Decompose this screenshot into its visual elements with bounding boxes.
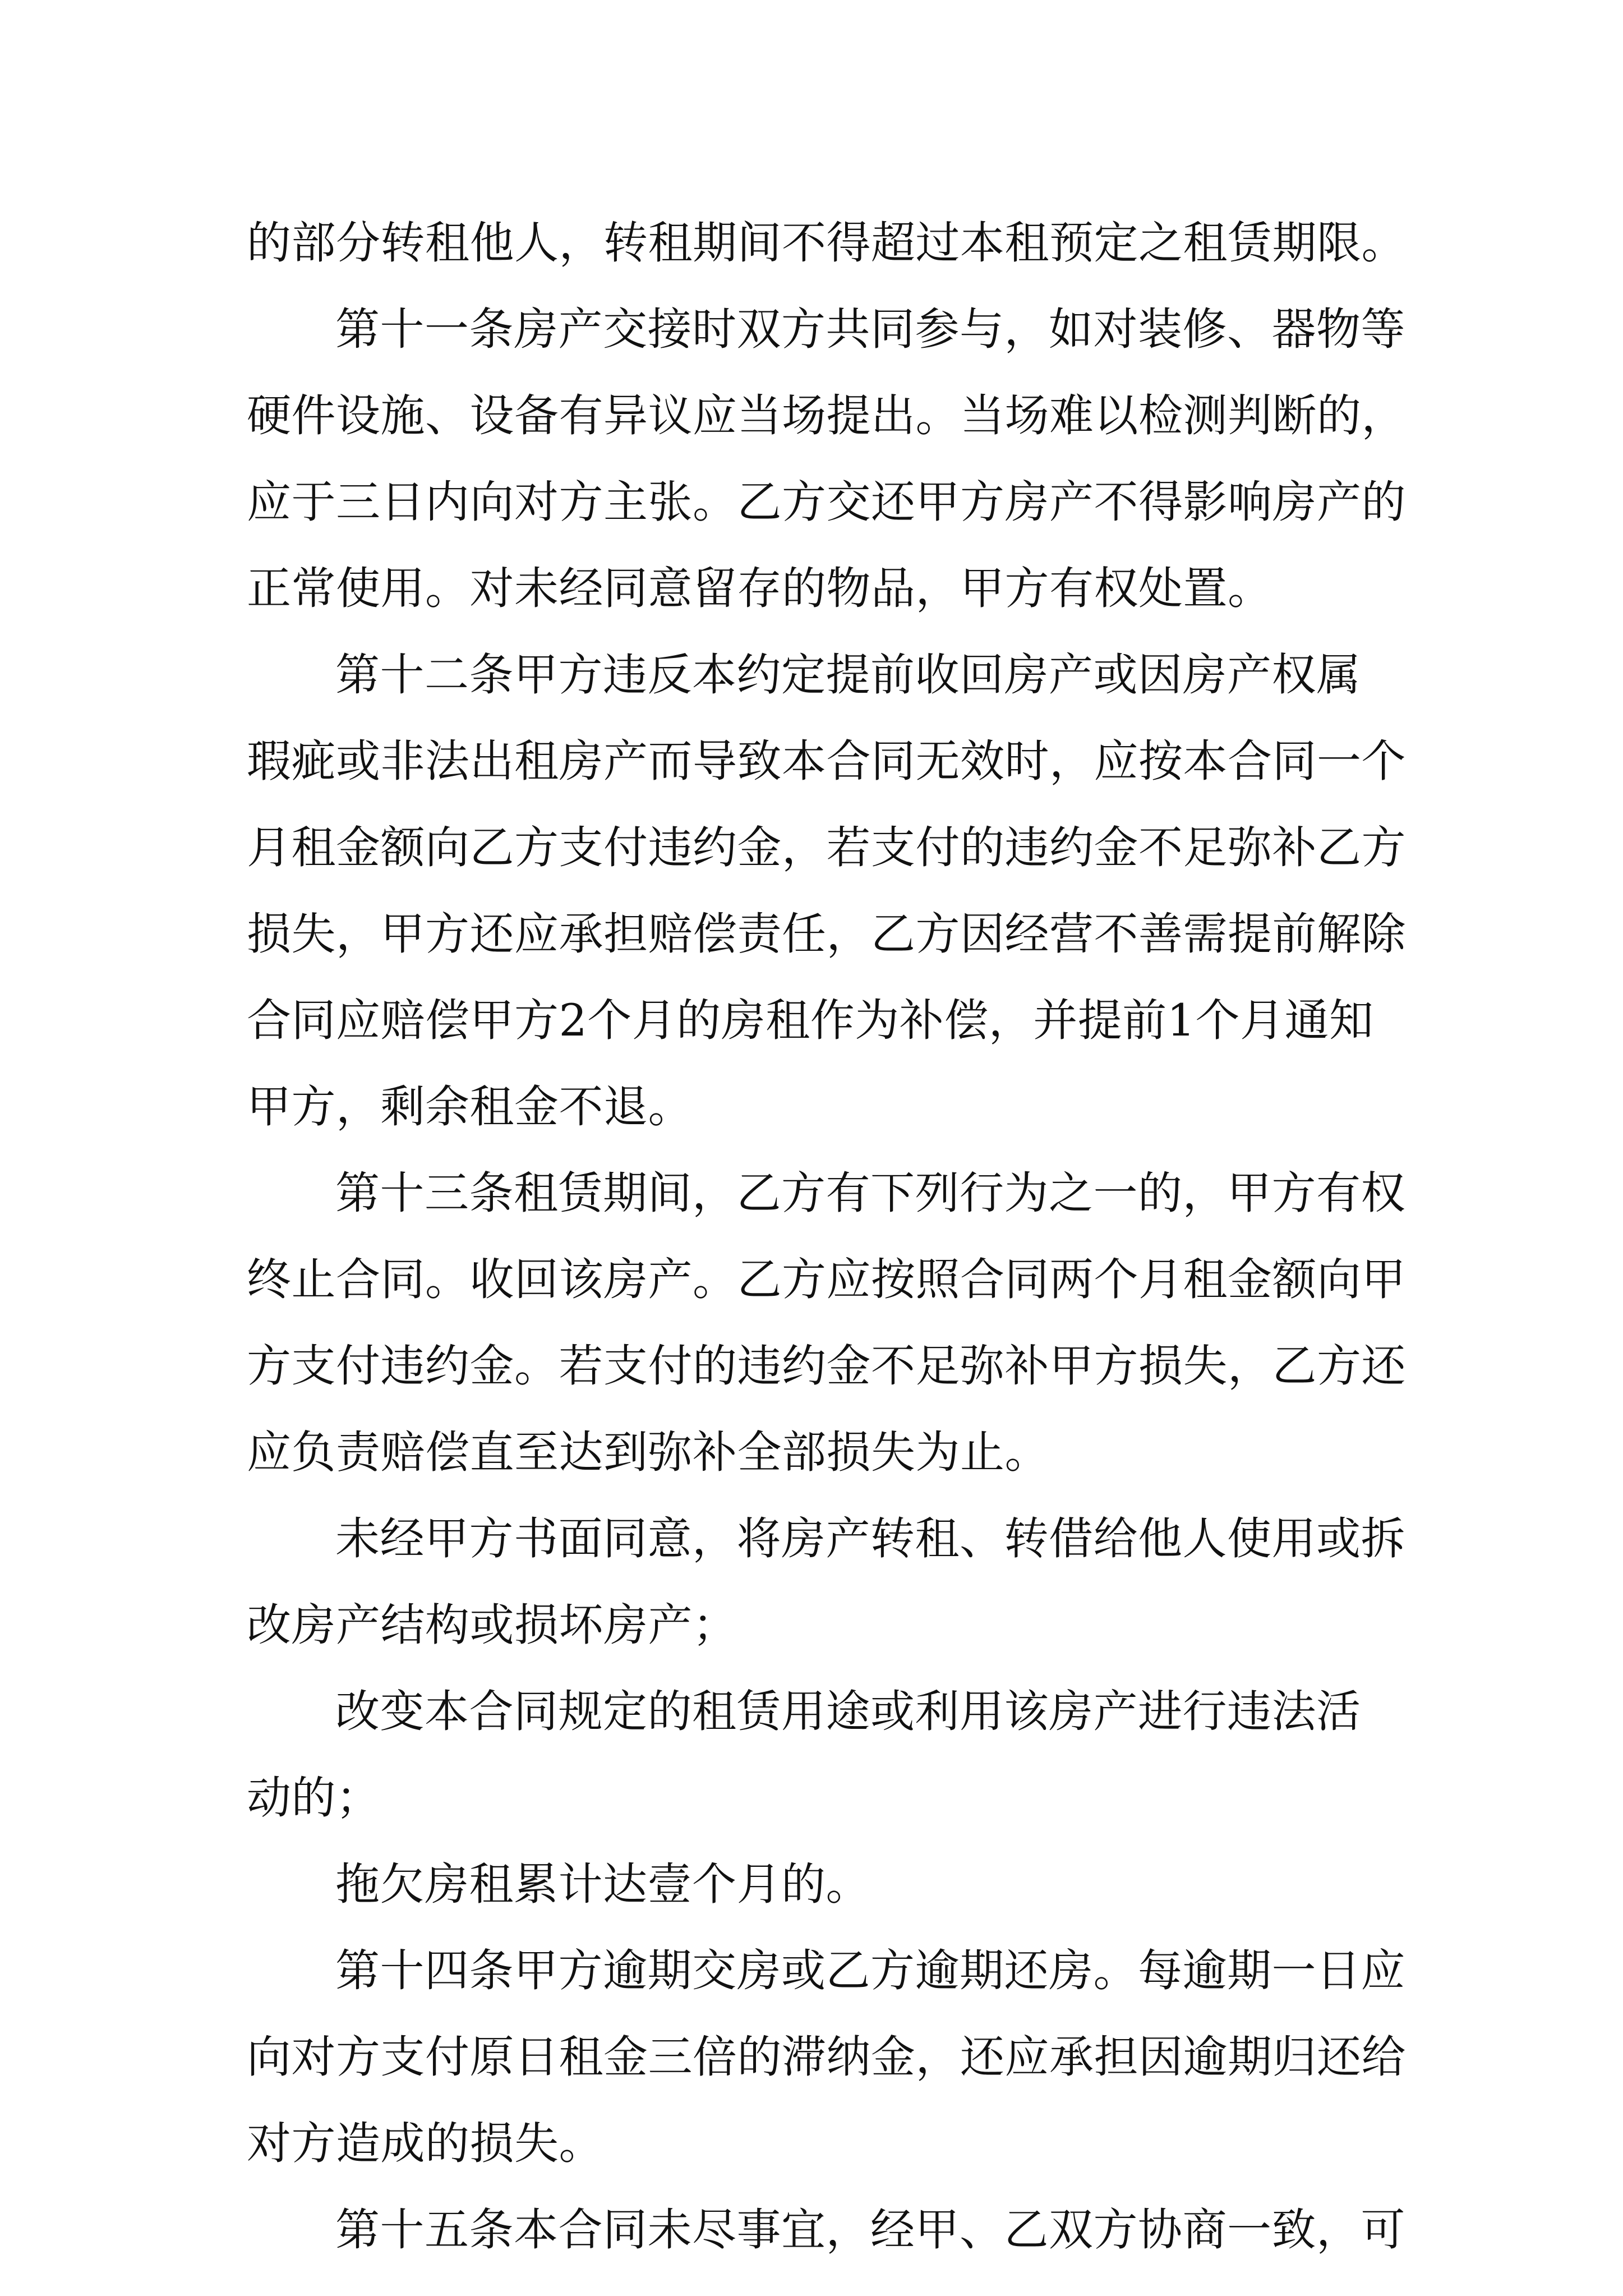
text-line: 方支付违约金。若支付的违约金不足弥补甲方损失，乙方还 bbox=[247, 1340, 1406, 1392]
text-line: 第十一条房产交接时双方共同参与，如对装修、器物等 bbox=[335, 303, 1405, 355]
text-line: 第十二条甲方违反本约定提前收回房产或因房产权属 bbox=[335, 649, 1361, 701]
text-line: 拖欠房租累计达壹个月的。 bbox=[335, 1858, 870, 1910]
text-line: 硬件设施、设备有异议应当场提出。当场难以检测判断的， bbox=[247, 390, 1406, 441]
text-line: 第十四条甲方逾期交房或乙方逾期还房。每逾期一日应 bbox=[335, 1945, 1405, 1996]
text-line: 甲方，剩余租金不退。 bbox=[247, 1081, 693, 1133]
text-line: 向对方支付原日租金三倍的滞纳金，还应承担因逾期归还给 bbox=[247, 2031, 1406, 2083]
text-line: 月租金额向乙方支付违约金，若支付的违约金不足弥补乙方 bbox=[247, 822, 1406, 873]
text-line: 合同应赔偿甲方2个月的房租作为补偿，并提前1个月通知 bbox=[247, 995, 1374, 1046]
text-line: 第十三条租赁期间，乙方有下列行为之一的，甲方有权 bbox=[335, 1167, 1405, 1219]
text-line: 正常使用。对未经同意留存的物品，甲方有权处置。 bbox=[247, 563, 1272, 614]
text-line: 应于三日内向对方主张。乙方交还甲方房产不得影响房产的 bbox=[247, 476, 1406, 528]
text-line: 对方造成的损失。 bbox=[247, 2118, 603, 2169]
text-line: 瑕疵或非法出租房产而导致本合同无效时，应按本合同一个 bbox=[247, 735, 1406, 787]
text-line: 改变本合同规定的租赁用途或利用该房产进行违法活 bbox=[335, 1686, 1361, 1737]
text-line: 损失，甲方还应承担赔偿责任，乙方因经营不善需提前解除 bbox=[247, 908, 1406, 960]
text-line: 第十五条本合同未尽事宜，经甲、乙双方协商一致，可 bbox=[335, 2204, 1405, 2256]
text-line: 应负责赔偿直至达到弥补全部损失为止。 bbox=[247, 1427, 1049, 1478]
text-line: 改房产结构或损坏房产； bbox=[247, 1599, 737, 1651]
text-line: 动的； bbox=[247, 1772, 381, 1824]
text-line: 的部分转租他人，转租期间不得超过本租预定之租赁期限。 bbox=[247, 217, 1406, 269]
text-line: 未经甲方书面同意，将房产转租、转借给他人使用或拆 bbox=[335, 1513, 1405, 1565]
text-line: 终止合同。收回该房产。乙方应按照合同两个月租金额向甲 bbox=[247, 1254, 1406, 1305]
